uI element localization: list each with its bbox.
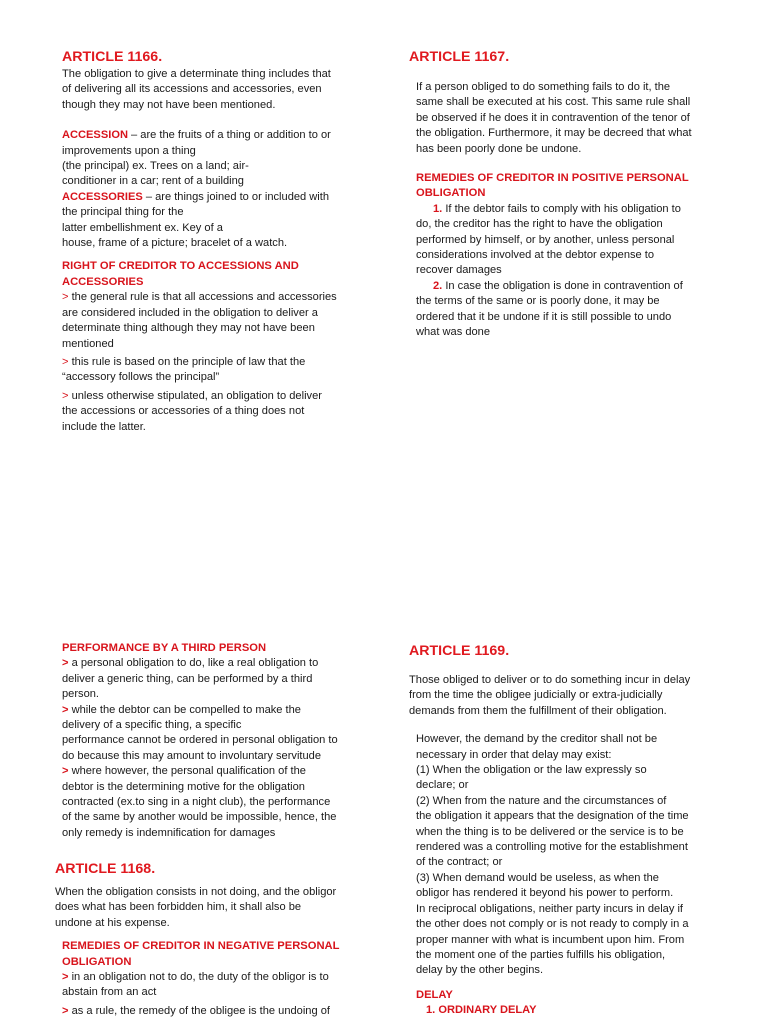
article-1166-heading-block <box>62 48 162 66</box>
bullet-text: a personal obligation to do, like a real obligation to deliver a generic thing, can be performed by a third person. <box>62 657 319 701</box>
accession-text: – are the fruits of a thing or addition to or improvements upon a thing (the principal) ex. Trees on a land; air- conditioner in a car; rent of a building <box>62 129 331 188</box>
ordinary-delay-label: ORDINARY DELAY <box>438 1004 537 1017</box>
positive-remedy-1 <box>416 202 716 279</box>
bullet-marker: > <box>62 657 69 670</box>
bullet-marker: > <box>62 291 69 304</box>
third-person-heading: PERFORMANCE BY A THIRD PERSON <box>62 642 267 654</box>
third-bullet-2 <box>62 703 362 765</box>
right-bullet-1 <box>62 290 362 352</box>
positive-remedies-heading: REMEDIES OF CREDITOR IN POSITIVE PERSONAL OBLIGATION <box>416 172 689 200</box>
bullet-marker: > <box>62 389 69 402</box>
bullet-marker: > <box>62 971 69 984</box>
article-1169-body: Those obliged to deliver or to do something incur in delay from the time the obligee judicially or extra-judicially demands from them the fulfillment of their obligation. <box>409 674 691 717</box>
article-1167-section <box>416 80 716 341</box>
list-number: 2. <box>433 279 443 292</box>
third-person-section <box>62 641 362 841</box>
article-1166-section <box>62 67 362 435</box>
article-1168-section <box>55 885 365 1019</box>
accessories-definition <box>62 190 362 252</box>
ordinary-delay-item <box>409 1003 719 1018</box>
bullet-marker: > <box>62 1004 69 1017</box>
article-1167-heading: ARTICLE 1167. <box>409 49 510 65</box>
right-bullet-2 <box>62 355 362 386</box>
delay-heading: DELAY <box>416 988 453 1001</box>
bullet-text: where however, the personal qualification of the debtor is the determining motive for the obligation contracted (ex.to sing in a night club), the performance of the same by another would be impossible, hence, the only remedy is indemnification for damages <box>62 765 337 839</box>
article-1167-body: If a person obliged to do something fails to do it, the same shall be executed at his cost. This same rule shall be observed if he does it in contravention of the tenor of the obligation. Furthermore, it may be decreed that what has been poorly done be undone. <box>416 81 692 155</box>
article-1168-heading: ARTICLE 1168. <box>55 861 156 877</box>
article-1169-heading: ARTICLE 1169. <box>409 643 510 659</box>
remedy-text: If the debtor fails to comply with his obligation to do, the creditor has the right to have the obligation performed by himself, or by another, unless personal considerations involved at the debtor expense to recover damages <box>416 202 681 277</box>
bullet-text: the general rule is that all accessions and accessories are considered included in the obligation to deliver a determinate thing although they may not have been mentioned <box>62 291 337 350</box>
bullet-text: in an obligation not to do, the duty of the obligor is to abstain from an act <box>62 971 329 999</box>
third-bullet-3 <box>62 764 362 841</box>
article-1168-heading-block <box>55 860 155 878</box>
positive-remedy-2 <box>416 279 716 341</box>
negative-bullet-2 <box>55 1004 365 1019</box>
bullet-text: while the debtor can be compelled to make the delivery of a specific thing, a specific performance cannot be ordered in personal obligation to do because this may amount to involuntary servitude <box>62 703 338 762</box>
article-1169-section <box>409 673 719 1019</box>
bullet-marker: > <box>62 703 69 716</box>
accessories-text: – are things joined to or included with the principal thing for the latter embellishment ex. Key of a house, frame of a picture; bracelet of a watch. <box>62 190 330 250</box>
right-bullet-3 <box>62 389 362 435</box>
article-1169-body-2: However, the demand by the creditor shall not be necessary in order that delay may exist: (1) When the obligation or the law expressly so declare; or (2) When from the nature and the circumstances of the obligation it appears that the designation of the time when the thing is to be delivered or the service is to be rendered was a controlling motive for the establishment of the contract; or (3) When demand would be useless, as when the obligor has rendered it beyond his power to perform. In reciprocal obligations, neither party incurs in delay if the other does not comply or is not ready to comply in a proper manner with what is incumbent upon him. From the moment one of the parties fulfills his obligation, delay by the other begins. <box>416 733 689 977</box>
list-number: 1. <box>426 1004 436 1017</box>
bullet-text: this rule is based on the principle of law that the “accessory follows the principal” <box>62 355 306 384</box>
article-1169-heading-block <box>409 642 509 660</box>
accession-definition <box>62 128 362 190</box>
article-1168-body: When the obligation consists in not doing, and the obligor does what has been forbidden him, it shall also be undone at his expense. <box>55 886 337 929</box>
negative-bullet-1 <box>55 970 365 1001</box>
bullet-marker: > <box>62 355 69 368</box>
accessories-term: ACCESSORIES <box>62 190 143 203</box>
list-number: 1. <box>433 202 443 215</box>
negative-remedies-heading: REMEDIES OF CREDITOR IN NEGATIVE PERSONAL OBLIGATION <box>62 940 340 968</box>
third-bullet-1 <box>62 656 362 702</box>
accession-term: ACCESSION <box>62 129 128 142</box>
right-of-creditor-heading: RIGHT OF CREDITOR TO ACCESSIONS AND ACCESSORIES <box>62 260 299 288</box>
bullet-marker: > <box>62 765 69 778</box>
bullet-text: unless otherwise stipulated, an obligation to deliver the accessions or accessories of a thing does not include the latter. <box>62 389 322 433</box>
article-1166-heading: ARTICLE 1166. <box>62 49 163 65</box>
bullet-text: as a rule, the remedy of the obligee is the undoing of <box>68 1004 330 1017</box>
remedy-text: In case the obligation is done in contravention of the terms of the same or is poorly done, it may be ordered that it be undone if it is still possible to undo what was done <box>416 279 683 339</box>
article-1166-body: The obligation to give a determinate thing includes that of delivering all its accessions and accessories, even though they may not have been mentioned. <box>62 68 331 111</box>
article-1167-heading-block <box>409 48 509 66</box>
